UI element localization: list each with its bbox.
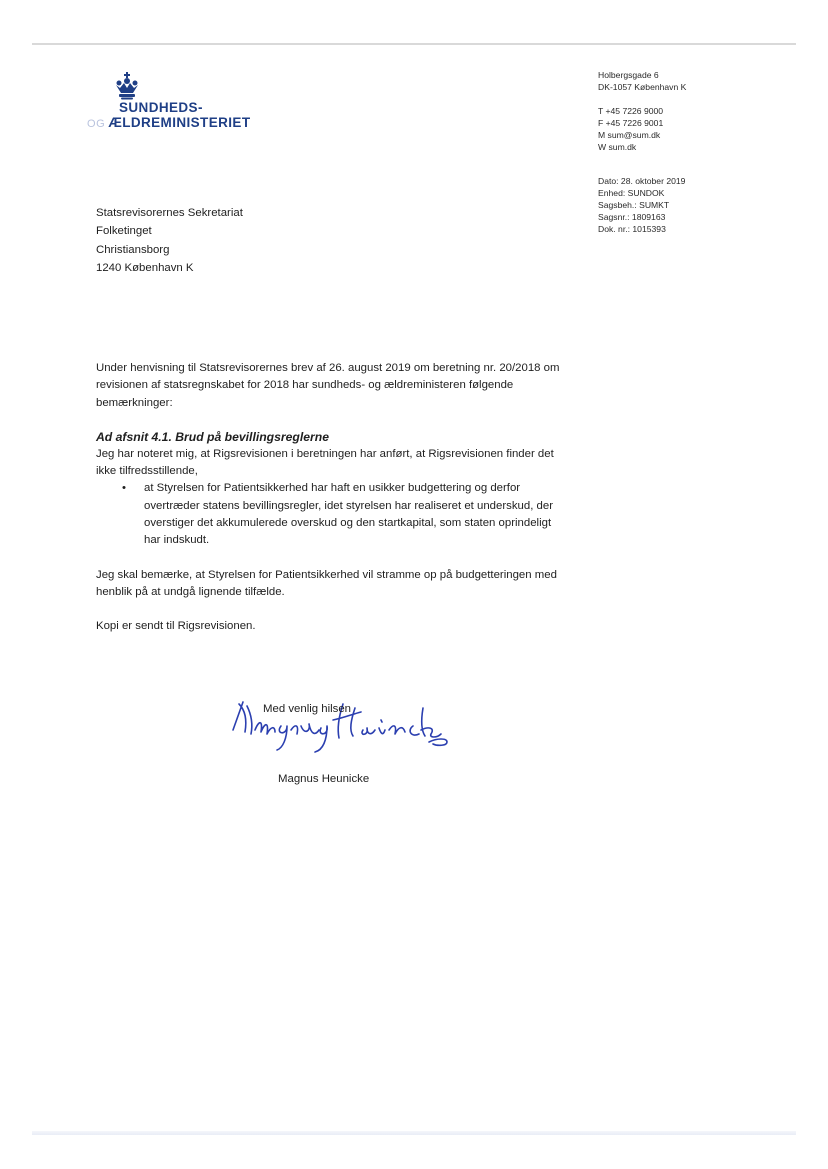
meta-case-officer: Sagsbeh.: SUMKT [598, 200, 670, 211]
letter-body [96, 360, 566, 653]
sender-address [598, 70, 798, 94]
closing-greeting: Med venlig hilsen [263, 703, 352, 715]
logo-text-line2 [87, 115, 250, 130]
signer-name: Magnus Heunicke [278, 773, 370, 785]
handwritten-signature [225, 690, 450, 754]
recipient-line: Folketinget [96, 225, 152, 238]
bullet-text: at Styrelsen for Patientsikkerhed har haft en usikker budgettering og derfor overtræder statens bevillingsregler, idet styrelsen har realiseret et underskud, der overstiger det akkumulerede overskud og den startkapital, som staten oprindeligt har indskudt. [144, 482, 554, 547]
copy-note: Kopi er sendt til Rigsrevisionen. [96, 620, 256, 633]
meta-unit: Enhed: SUNDOK [598, 188, 665, 199]
recipient-line: Statsrevisorernes Sekretariat [96, 207, 243, 219]
recipient-line: Christiansborg [96, 243, 170, 256]
scan-edge-bottom [32, 1131, 796, 1135]
logo-og: OG [87, 118, 106, 130]
intro-paragraph: Under henvisning til Statsrevisorernes brev af 26. august 2019 om beretning nr. 20/2018 om revisionen af statsregnskabet for 2018 har sundheds- og ældreministeren følgende bemærkninger: [96, 362, 560, 409]
recipient-line: 1240 København K [96, 261, 194, 274]
document-meta [598, 176, 798, 236]
logo-text-line1: SUNDHEDS- [119, 100, 203, 115]
meta-date: Dato: 28. oktober 2019 [598, 176, 686, 187]
sender-column [598, 70, 798, 236]
address-street: Holbergsgade 6 [598, 70, 659, 80]
bullet-item [96, 480, 566, 549]
sender-contact [598, 106, 798, 154]
bullet-icon: • [122, 482, 126, 495]
contact-email: M sum@sum.dk [598, 129, 661, 140]
remark-paragraph: Jeg skal bemærke, at Styrelsen for Patientsikkerhed vil stramme op på budgetteringen med henblik på at undgå lignende tilfælde. [96, 568, 557, 598]
address-city: DK-1057 København K [598, 81, 687, 92]
contact-web: W sum.dk [598, 141, 637, 152]
contact-phone: T +45 7226 9000 [598, 105, 664, 116]
scan-edge-top [32, 43, 796, 45]
contact-fax: F +45 7226 9001 [598, 117, 664, 128]
section-heading: Ad afsnit 4.1. Brud på bevillingsreglerne [96, 429, 329, 444]
noted-paragraph: Jeg har noteret mig, at Rigsrevisionen i beretningen har anført, at Rigsrevisionen finder det ikke tilfredsstillende, [96, 447, 554, 478]
crown-icon [113, 72, 141, 100]
meta-document-number: Dok. nr.: 1015393 [598, 224, 666, 235]
logo-ministry-name: ÆLDREMINISTERIET [108, 115, 251, 130]
recipient-address [96, 204, 243, 277]
meta-case-number: Sagsnr.: 1809163 [598, 212, 666, 223]
